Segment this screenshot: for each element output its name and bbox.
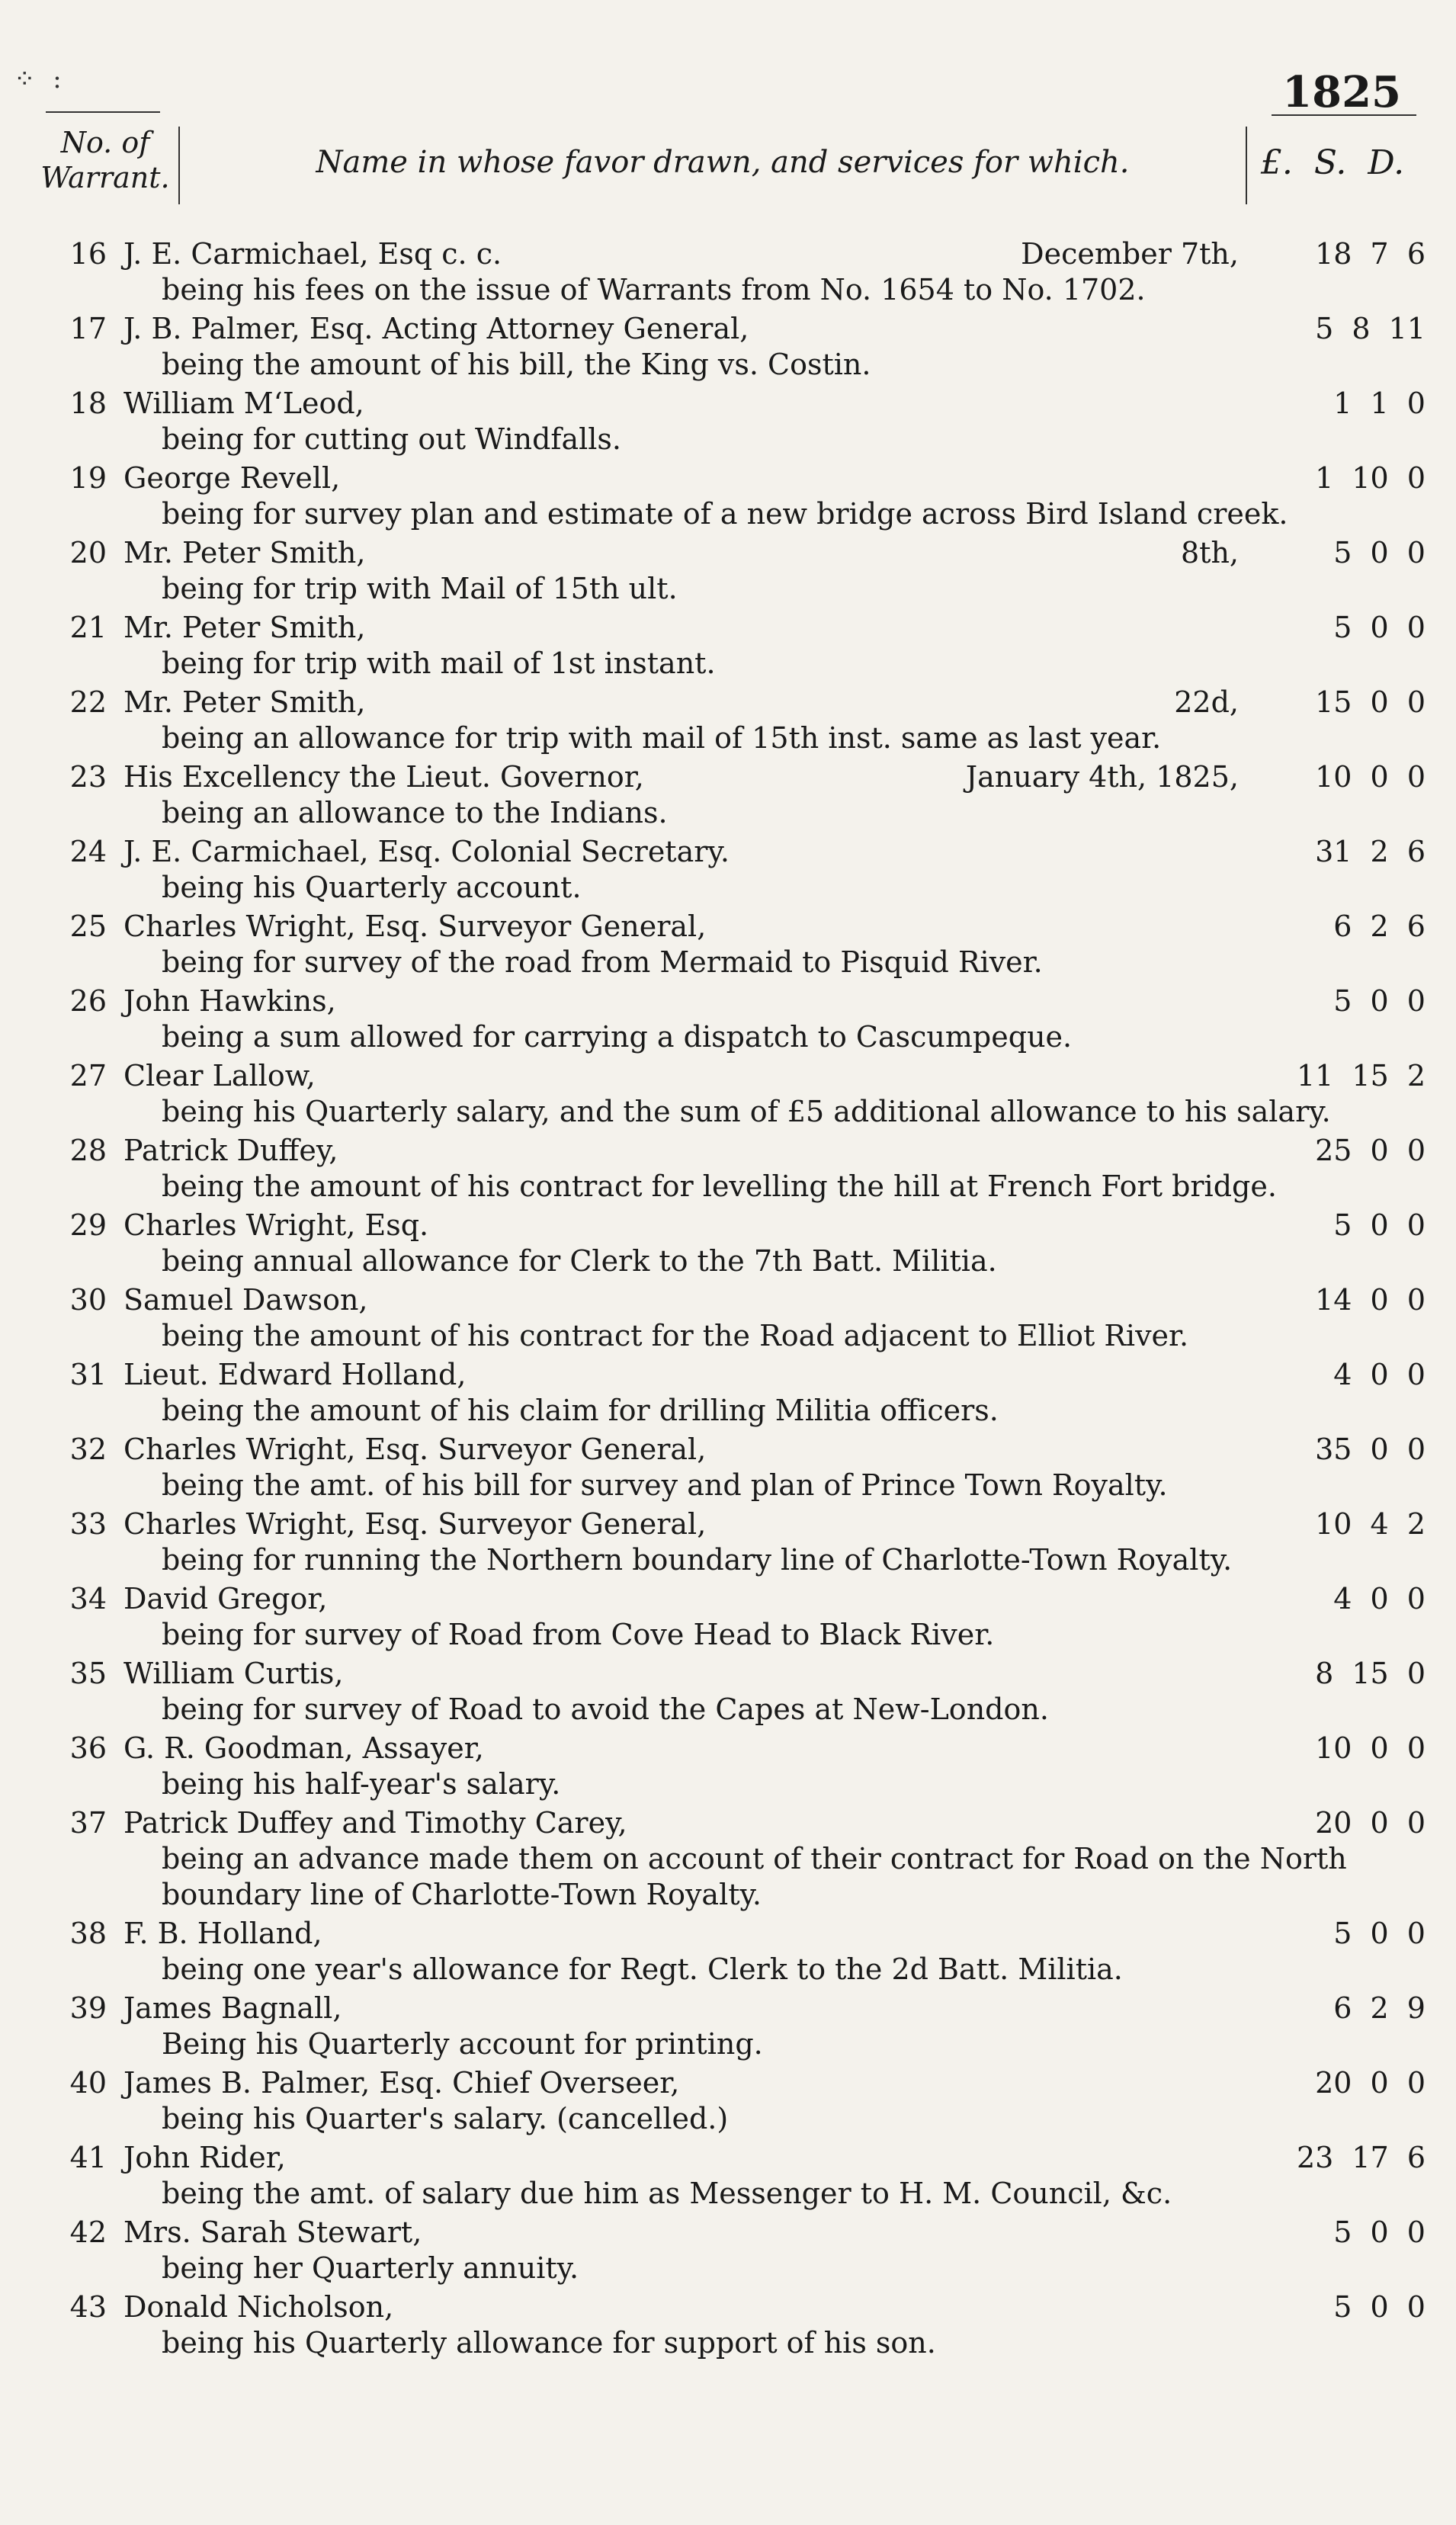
warrant-number: 26 [69, 984, 107, 1018]
warrant-entry [23, 2289, 1433, 2361]
warrant-entry-header [23, 1058, 1433, 1094]
warrant-entry [23, 1656, 1433, 1728]
column-header [29, 125, 1409, 209]
warrant-amount: 11 15 2 [1296, 1059, 1426, 1092]
top-rule-right [1272, 114, 1416, 116]
warrant-entry [23, 1058, 1433, 1130]
warrant-entry [23, 1731, 1433, 1802]
warrant-amount: 18 7 6 [1315, 237, 1426, 271]
warrant-number: 20 [69, 536, 107, 569]
service-description: being for trip with Mail of 15th ult. [162, 572, 678, 605]
warrant-amount: 5 0 0 [1333, 536, 1426, 569]
service-description: being for survey plan and estimate of a new bridge across Bird Island creek. [162, 497, 1288, 531]
payee-name: James B. Palmer, Esq. Chief Overseer, [123, 2066, 680, 2100]
service-description: being for running the Northern boundary line of Charlotte-Town Royalty. [162, 1543, 1233, 1577]
header-warrant-number: No. of Warrant. [40, 126, 170, 194]
warrant-amount: 14 0 0 [1315, 1283, 1426, 1317]
warrant-amount: 5 0 0 [1333, 1208, 1426, 1242]
warrant-number: 25 [69, 910, 107, 943]
warrant-entry [23, 1991, 1433, 2062]
warrant-number: 34 [69, 1582, 107, 1615]
warrant-entry-header [23, 1656, 1433, 1692]
warrant-date: January 4th, 1825, [965, 760, 1239, 794]
warrant-amount: 5 0 0 [1333, 611, 1426, 644]
warrant-number: 16 [69, 237, 107, 271]
service-description: being an advance made them on account of their contract for Road on the North boundary line of Charlotte-Town Royalty. [162, 1842, 1347, 1911]
warrant-entry [23, 759, 1433, 831]
warrant-entry [23, 311, 1433, 383]
warrant-amount: 4 0 0 [1333, 1358, 1426, 1391]
warrant-number: 37 [69, 1806, 107, 1840]
service-description: being for survey of the road from Mermaid to Pisquid River. [162, 945, 1043, 979]
warrant-entry-header [23, 1991, 1433, 2026]
payee-name: Mr. Peter Smith, [123, 611, 366, 644]
warrant-entry [23, 1208, 1433, 1279]
warrant-entry [23, 1282, 1433, 1354]
page-marks: ⁘ : [14, 64, 66, 95]
warrant-entry-header [23, 1805, 1433, 1841]
service-description: being a sum allowed for carrying a dispatch to Cascumpeque. [162, 1020, 1073, 1054]
payee-name: John Hawkins, [123, 984, 336, 1018]
warrant-entry-header [23, 834, 1433, 870]
warrant-amount: 6 2 9 [1333, 1991, 1426, 2025]
warrant-entry-header [23, 535, 1433, 571]
warrant-number: 32 [69, 1433, 107, 1466]
warrant-amount: 35 0 0 [1315, 1433, 1426, 1466]
warrant-amount: 6 2 6 [1333, 910, 1426, 943]
service-description: being annual allowance for Clerk to the 7th Batt. Militia. [162, 1244, 997, 1278]
payee-name: Charles Wright, Esq. Surveyor General, [123, 1507, 707, 1541]
warrant-number: 29 [69, 1208, 107, 1242]
warrant-entry-header [23, 2140, 1433, 2176]
warrant-entry [23, 1805, 1433, 1913]
service-description: being for survey of Road to avoid the Capes at New-London. [162, 1692, 1049, 1726]
warrant-amount: 10 0 0 [1315, 1731, 1426, 1765]
payee-name: G. R. Goodman, Assayer, [123, 1731, 484, 1765]
warrant-entry-header [23, 1282, 1433, 1318]
service-description: being his Quarterly allowance for support of his son. [162, 2326, 936, 2360]
service-description: being the amt. of salary due him as Messenger to H. M. Council, &c. [162, 2177, 1172, 2210]
warrant-amount: 23 17 6 [1296, 2141, 1426, 2174]
payee-name: Charles Wright, Esq. Surveyor General, [123, 1433, 707, 1466]
top-rule-left [46, 111, 160, 113]
warrant-number: 24 [69, 835, 107, 868]
service-description: being an allowance for trip with mail of 15th inst. same as last year. [162, 721, 1162, 755]
warrant-entry [23, 909, 1433, 980]
payee-name: William M‘Leod, [123, 387, 364, 420]
warrant-number: 42 [69, 2215, 107, 2249]
warrant-number: 23 [69, 760, 107, 794]
service-description: being his fees on the issue of Warrants from No. 1654 to No. 1702. [162, 273, 1146, 306]
warrant-number: 38 [69, 1917, 107, 1950]
warrant-amount: 1 10 0 [1315, 461, 1426, 495]
warrant-number: 31 [69, 1358, 107, 1391]
service-description: being the amount of his bill, the King vs. Costin. [162, 348, 871, 381]
warrant-entry [23, 1506, 1433, 1578]
warrant-entry [23, 983, 1433, 1055]
service-description: being an allowance to the Indians. [162, 796, 668, 829]
service-description: being his Quarter's salary. (cancelled.) [162, 2102, 729, 2135]
warrant-amount: 20 0 0 [1315, 2066, 1426, 2100]
payee-name: J. E. Carmichael, Esq c. c. [123, 237, 502, 271]
warrant-entry [23, 1916, 1433, 1988]
warrant-entry-header [23, 1208, 1433, 1243]
warrant-number: 36 [69, 1731, 107, 1765]
warrant-date: December 7th, [1021, 237, 1239, 271]
warrant-entry [23, 460, 1433, 532]
payee-name: Mr. Peter Smith, [123, 685, 366, 719]
header-divider [178, 127, 180, 204]
warrant-number: 30 [69, 1283, 107, 1317]
warrant-entry-header [23, 909, 1433, 945]
payee-name: Charles Wright, Esq. [123, 1208, 429, 1242]
warrant-number: 40 [69, 2066, 107, 2100]
payee-name: J. E. Carmichael, Esq. Colonial Secretary. [123, 835, 730, 868]
warrant-amount: 8 15 0 [1315, 1657, 1426, 1690]
warrant-entry [23, 2065, 1433, 2137]
warrant-number: 39 [69, 1991, 107, 2025]
warrant-entry-header [23, 1432, 1433, 1468]
payee-name: David Gregor, [123, 1582, 328, 1615]
warrant-amount: 25 0 0 [1315, 1134, 1426, 1167]
service-description: being her Quarterly annuity. [162, 2251, 579, 2285]
warrant-entry [23, 1581, 1433, 1653]
payee-name: Mr. Peter Smith, [123, 536, 366, 569]
warrant-entry [23, 685, 1433, 756]
warrant-amount: 10 0 0 [1315, 760, 1426, 794]
warrant-entry [23, 2215, 1433, 2286]
warrant-number: 21 [69, 611, 107, 644]
warrant-amount: 5 0 0 [1333, 2215, 1426, 2249]
warrant-number: 35 [69, 1657, 107, 1690]
warrant-number: 18 [69, 387, 107, 420]
warrant-entry [23, 386, 1433, 457]
warrant-number: 19 [69, 461, 107, 495]
warrant-number: 27 [69, 1059, 107, 1092]
warrant-date: 22d, [1174, 685, 1239, 719]
page-year: 1825 [1282, 67, 1401, 117]
warrant-amount: 15 0 0 [1315, 685, 1426, 719]
warrant-amount: 10 4 2 [1315, 1507, 1426, 1541]
warrant-amount: 5 0 0 [1333, 984, 1426, 1018]
warrant-amount: 5 8 11 [1315, 312, 1426, 345]
warrant-entry-header [23, 1731, 1433, 1766]
payee-name: George Revell, [123, 461, 341, 495]
warrant-entry-header [23, 1581, 1433, 1617]
payee-name: Clear Lallow, [123, 1059, 316, 1092]
warrant-entry [23, 1133, 1433, 1205]
warrant-entry-header [23, 759, 1433, 795]
warrant-entry-header [23, 236, 1433, 272]
warrant-entry-header [23, 1133, 1433, 1169]
warrant-amount: 4 0 0 [1333, 1582, 1426, 1615]
warrant-number: 17 [69, 312, 107, 345]
payee-name: Mrs. Sarah Stewart, [123, 2215, 422, 2249]
warrant-number: 28 [69, 1134, 107, 1167]
warrant-number: 22 [69, 685, 107, 719]
warrant-entry [23, 1432, 1433, 1503]
warrant-number: 33 [69, 1507, 107, 1541]
service-description: being his Quarterly salary, and the sum of £5 additional allowance to his salary. [162, 1095, 1331, 1128]
service-description: being for cutting out Windfalls. [162, 422, 622, 456]
warrant-amount: 5 0 0 [1333, 1917, 1426, 1950]
warrant-entry-header [23, 460, 1433, 496]
warrant-list [23, 236, 1433, 2364]
service-description: Being his Quarterly account for printing. [162, 2027, 763, 2061]
warrant-date: 8th, [1181, 536, 1239, 569]
service-description: being his Quarterly account. [162, 871, 582, 904]
warrant-number: 43 [69, 2290, 107, 2324]
warrant-entry [23, 535, 1433, 607]
payee-name: Donald Nicholson, [123, 2290, 394, 2324]
payee-name: Lieut. Edward Holland, [123, 1358, 467, 1391]
warrant-entry [23, 610, 1433, 682]
warrant-entry-header [23, 685, 1433, 720]
warrant-entry-header [23, 1357, 1433, 1393]
service-description: being for survey of Road from Cove Head to Black River. [162, 1618, 995, 1651]
payee-name: J. B. Palmer, Esq. Acting Attorney General, [123, 312, 749, 345]
warrant-amount: 20 0 0 [1315, 1806, 1426, 1840]
payee-name: Charles Wright, Esq. Surveyor General, [123, 910, 707, 943]
service-description: being one year's allowance for Regt. Clerk to the 2d Batt. Militia. [162, 1952, 1123, 1986]
warrant-entry [23, 1357, 1433, 1429]
payee-name: William Curtis, [123, 1657, 344, 1690]
warrant-entry [23, 236, 1433, 308]
service-description: being the amt. of his bill for survey and plan of Prince Town Royalty. [162, 1468, 1168, 1502]
warrant-entry-header [23, 311, 1433, 347]
warrant-entry-header [23, 2065, 1433, 2101]
payee-name: Patrick Duffey, [123, 1134, 338, 1167]
service-description: being for trip with mail of 1st instant. [162, 646, 716, 680]
warrant-amount: 5 0 0 [1333, 2290, 1426, 2324]
warrant-entry-header [23, 1506, 1433, 1542]
warrant-entry [23, 834, 1433, 906]
warrant-entry-header [23, 983, 1433, 1019]
warrant-amount: 1 1 0 [1333, 387, 1426, 420]
service-description: being the amount of his claim for drilling Militia officers. [162, 1394, 999, 1427]
warrant-entry-header [23, 2289, 1433, 2325]
warrant-number: 41 [69, 2141, 107, 2174]
warrant-entry-header [23, 610, 1433, 646]
warrant-entry [23, 2140, 1433, 2212]
warrant-entry-header [23, 2215, 1433, 2251]
header-divider [1246, 127, 1247, 204]
header-name-services: Name in whose favor drawn, and services for which. [316, 145, 1130, 180]
warrant-amount: 31 2 6 [1315, 835, 1426, 868]
payee-name: John Rider, [123, 2141, 286, 2174]
service-description: being his half-year's salary. [162, 1767, 561, 1801]
header-amount: £. S. D. [1260, 143, 1405, 182]
service-description: being the amount of his contract for the Road adjacent to Elliot River. [162, 1319, 1189, 1352]
payee-name: James Bagnall, [123, 1991, 342, 2025]
warrant-entry-header [23, 386, 1433, 422]
payee-name: His Excellency the Lieut. Governor, [123, 760, 644, 794]
payee-name: Samuel Dawson, [123, 1283, 368, 1317]
payee-name: F. B. Holland, [123, 1917, 322, 1950]
warrant-entry-header [23, 1916, 1433, 1952]
payee-name: Patrick Duffey and Timothy Carey, [123, 1806, 627, 1840]
service-description: being the amount of his contract for levelling the hill at French Fort bridge. [162, 1169, 1277, 1203]
